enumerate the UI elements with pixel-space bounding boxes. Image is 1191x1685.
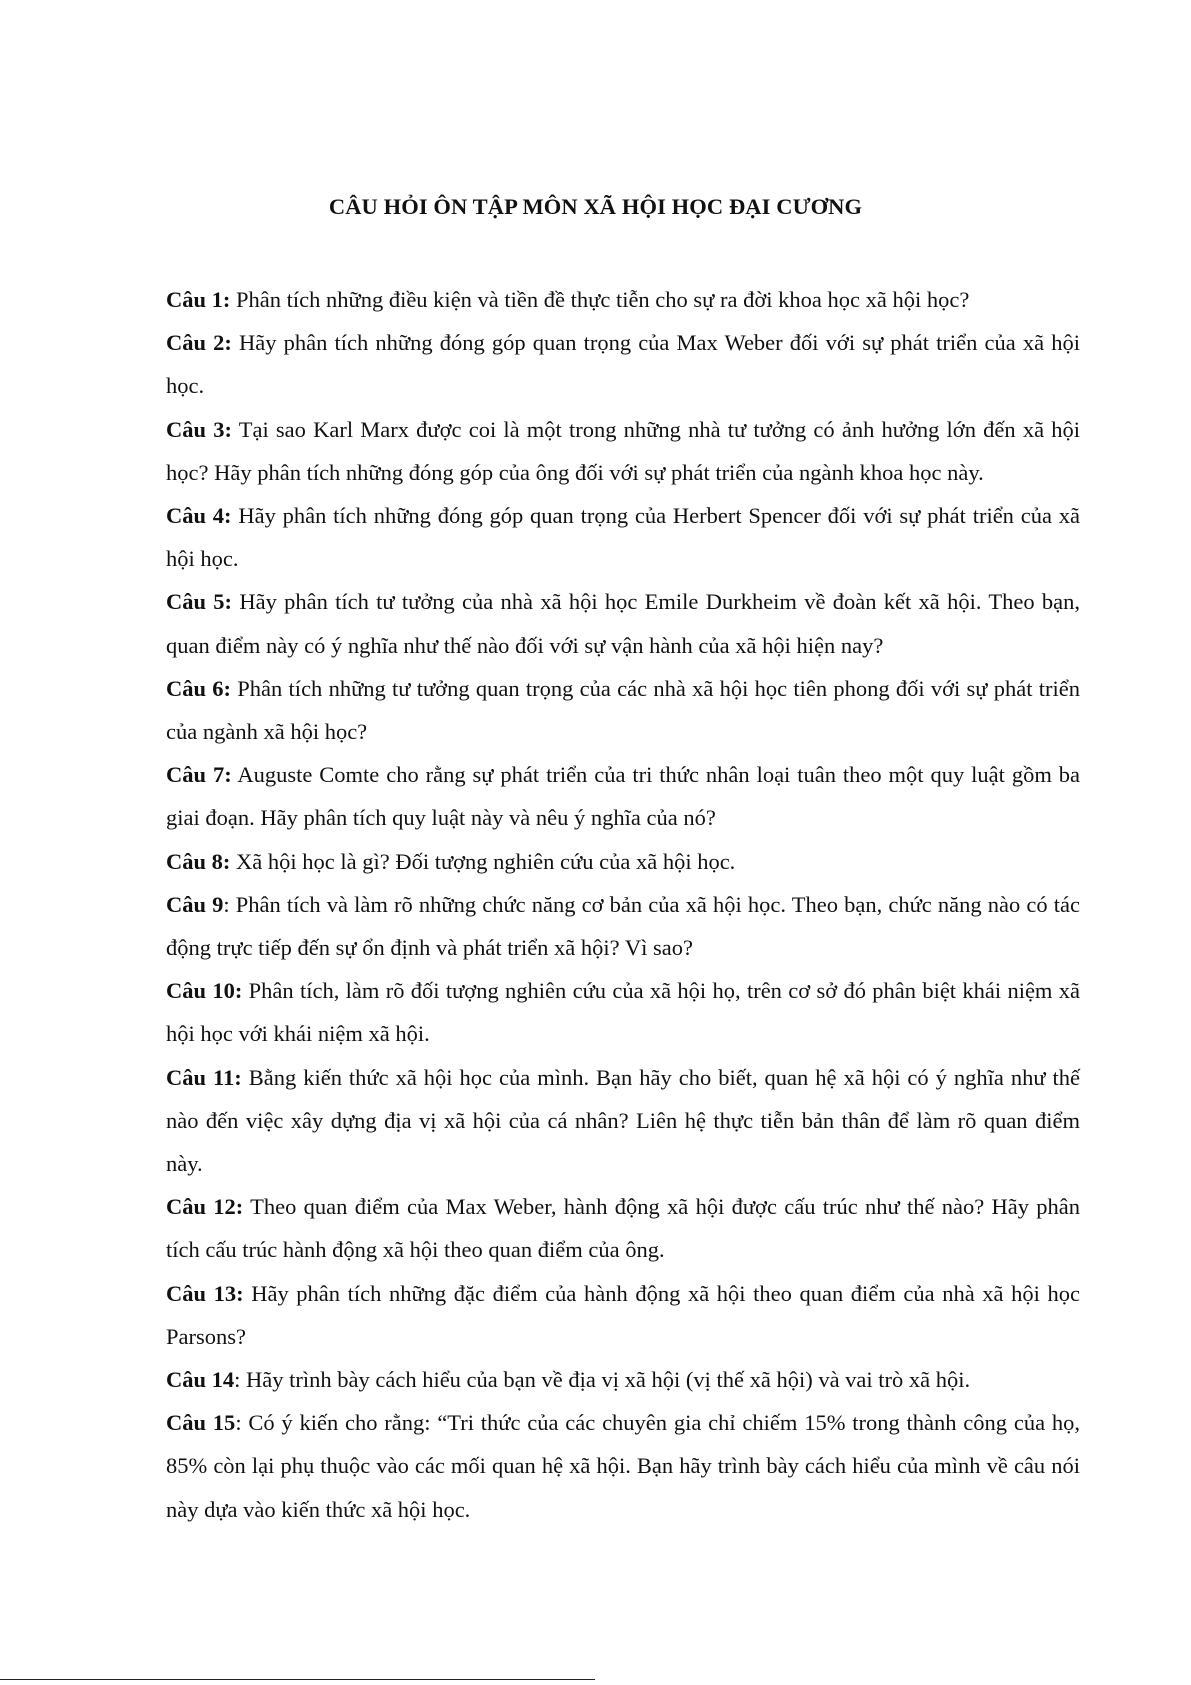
question-4 xyxy=(166,494,1080,580)
question-text: : Có ý kiến cho rằng: “Tri thức của các chuyên gia chỉ chiếm 15% trong thành công của họ, 85% còn lại phụ thuộc vào các mối quan hệ xã hội. Bạn hãy trình bày cách hiểu của mình về câu nói này dựa vào kiến thức xã hội học. xyxy=(166,1410,1080,1522)
question-text: : Hãy trình bày cách hiểu của bạn về địa vị xã hội (vị thế xã hội) và vai trò xã hội. xyxy=(234,1367,971,1393)
question-2 xyxy=(166,321,1080,407)
page-title: CÂU HỎI ÔN TẬP MÔN XÃ HỘI HỌC ĐẠI CƯƠNG xyxy=(328,194,863,219)
question-text: Tại sao Karl Marx được coi là một trong những nhà tư tưởng có ảnh hưởng lớn đến xã hội học? Hãy phân tích những đóng góp của ông đối với sự phát triển của ngành khoa học này. xyxy=(166,416,1080,485)
question-text: Phân tích những tư tưởng quan trọng của các nhà xã hội học tiên phong đối với sự phát triển của ngành xã hội học? xyxy=(166,675,1080,745)
question-label: Câu 2: xyxy=(166,330,232,356)
question-8 xyxy=(166,840,1080,883)
question-label: Câu 6: xyxy=(166,675,232,701)
question-label: Câu 15 xyxy=(166,1410,236,1436)
question-label: Câu 4: xyxy=(166,503,232,529)
question-text: Hãy phân tích tư tưởng của nhà xã hội học Emile Durkheim về đoàn kết xã hội. Theo bạn, quan điểm này có ý nghĩa như thế nào đối với sự vận hành của xã hội hiện nay? xyxy=(166,589,1080,658)
question-label: Câu 13: xyxy=(166,1280,244,1306)
question-text: Hãy phân tích những đóng góp quan trọng của Herbert Spencer đối với sự phát triển của xã hội học. xyxy=(166,503,1080,572)
question-12 xyxy=(166,1185,1080,1271)
question-text: : Phân tích và làm rõ những chức năng cơ bản của xã hội học. Theo bạn, chức năng nào có tác động trực tiếp đến sự ổn định và phát triển xã hội? Vì sao? xyxy=(166,891,1080,961)
question-text: Hãy phân tích những đóng góp quan trọng của Max Weber đối với sự phát triển của xã hội học. xyxy=(166,330,1080,399)
question-text: Hãy phân tích những đặc điểm của hành động xã hội theo quan điểm của nhà xã hội học Parsons? xyxy=(166,1280,1080,1349)
question-5 xyxy=(166,580,1080,666)
question-label: Câu 11: xyxy=(166,1064,242,1090)
question-9 xyxy=(166,883,1080,969)
question-11 xyxy=(166,1056,1080,1186)
question-label: Câu 5: xyxy=(166,589,233,615)
question-10 xyxy=(166,969,1080,1055)
question-15 xyxy=(166,1401,1080,1531)
question-label: Câu 14 xyxy=(166,1367,235,1393)
question-text: Xã hội học là gì? Đối tượng nghiên cứu của xã hội học. xyxy=(230,848,736,874)
question-label: Câu 8: xyxy=(166,848,231,874)
question-label: Câu 10: xyxy=(166,978,243,1004)
question-label: Câu 9 xyxy=(166,891,224,917)
question-list xyxy=(166,278,1080,1531)
question-label: Câu 1: xyxy=(166,287,231,312)
question-1 xyxy=(166,278,1080,321)
question-3 xyxy=(166,408,1080,494)
footer-divider xyxy=(0,1679,595,1680)
question-13 xyxy=(166,1272,1080,1358)
question-6 xyxy=(166,667,1080,753)
question-text: Auguste Comte cho rằng sự phát triển của tri thức nhân loại tuân theo một quy luật gồm ba giai đoạn. Hãy phân tích quy luật này và nêu ý nghĩa của nó? xyxy=(166,762,1080,831)
question-text: Phân tích, làm rõ đối tượng nghiên cứu của xã hội họ, trên cơ sở đó phân biệt khái niệm xã hội học với khái niệm xã hội. xyxy=(166,978,1080,1047)
question-text: Phân tích những điều kiện và tiền đề thực tiễn cho sự ra đời khoa học xã hội học? xyxy=(230,287,970,312)
question-label: Câu 7: xyxy=(166,762,232,788)
question-7 xyxy=(166,753,1080,839)
question-label: Câu 3: xyxy=(166,416,232,442)
question-label: Câu 12: xyxy=(166,1194,244,1220)
question-text: Bằng kiến thức xã hội học của mình. Bạn hãy cho biết, quan hệ xã hội có ý nghĩa như thế nào đến việc xây dựng địa vị xã hội của cá nhân? Liên hệ thực tiễn bản thân để làm rõ quan điểm này. xyxy=(166,1064,1080,1177)
question-text: Theo quan điểm của Max Weber, hành động xã hội được cấu trúc như thế nào? Hãy phân tích cấu trúc hành động xã hội theo quan điểm của ông. xyxy=(166,1194,1080,1263)
question-14 xyxy=(166,1358,1080,1401)
